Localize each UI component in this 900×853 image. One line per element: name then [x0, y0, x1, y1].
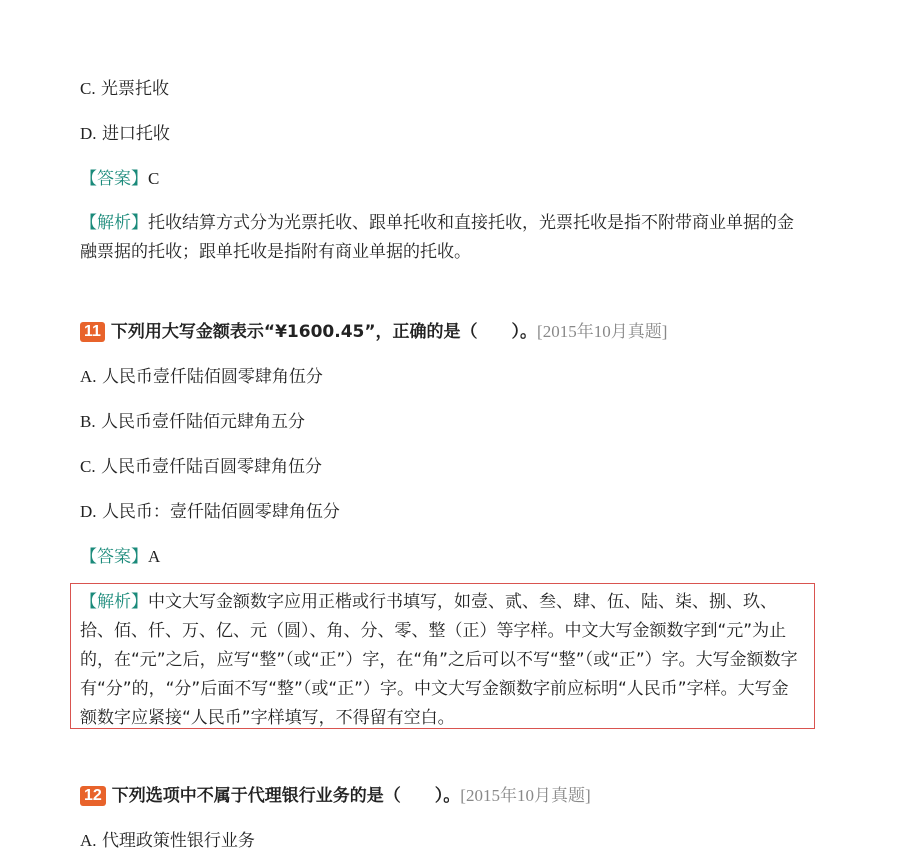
explanation [80, 209, 810, 267]
option-letter: B. [80, 412, 96, 431]
option-letter: C. [80, 79, 96, 98]
q11-option-d [80, 500, 340, 524]
question-source: [2015年10月真题] [537, 322, 668, 341]
explain-text: 中文大写金额数字应用正楷或行书填写，如壹、贰、叁、肆、伍、陆、柒、捌、玖、拾、佰、仟、万、亿、元（圆）、角、分、零、整（正）等字样。中文大写金额数字到“元”为止的，在“元”之后，应写“整”（或“正”）字，在“角”之后可以不写“整”（或“正”）字。大写金额数字有“分”的，“分”后面不写“整”（或“正”）字。中文大写金额数字前应标明“人民币”字样。大写金额数字应紧接“人民币”字样填写，不得留有空白。 [80, 592, 798, 728]
answer-label: 【答案】 [80, 169, 148, 189]
q11-option-b [80, 410, 305, 434]
option-letter: A. [80, 367, 97, 386]
option-text: 人民币壹仟陆佰元肆角五分 [101, 412, 305, 432]
question-11-stem [80, 320, 667, 344]
option-text: 人民币壹仟陆百圆零肆角伍分 [101, 457, 322, 477]
q11-explanation-box [70, 583, 815, 729]
explain-label: 【解析】 [80, 213, 148, 233]
option-text: 光票托收 [101, 79, 169, 99]
option-letter: A. [80, 831, 97, 850]
answer-line [80, 167, 159, 191]
q11-option-a [80, 365, 323, 389]
option-c [80, 77, 169, 101]
option-text: 人民币壹仟陆佰圆零肆角伍分 [101, 367, 323, 387]
question-text: 下列用大写金额表示“¥1600.45”，正确的是（ ）。 [110, 322, 538, 342]
option-letter: D. [80, 124, 97, 143]
answer-value: C [148, 169, 160, 188]
option-text: 进口托收 [101, 124, 170, 144]
option-letter: C. [80, 457, 96, 476]
question-source: [2015年10月真题] [460, 786, 591, 805]
q12-option-a [80, 829, 255, 853]
question-12-stem [80, 784, 591, 808]
q11-answer-line [80, 545, 160, 569]
option-text: 人民币：壹仟陆佰圆零肆角伍分 [101, 502, 340, 522]
question-text: 下列选项中不属于代理银行业务的是（ ）。 [111, 786, 461, 806]
question-number-badge: 11 [80, 322, 105, 342]
answer-label: 【答案】 [80, 547, 148, 567]
option-d [80, 122, 170, 146]
option-letter: D. [80, 502, 97, 521]
question-number-badge: 12 [80, 786, 106, 806]
explain-label: 【解析】 [80, 592, 148, 612]
explain-text: 托收结算方式分为光票托收、跟单托收和直接托收，光票托收是指不附带商业单据的金融票据的托收；跟单托收是指附有商业单据的托收。 [80, 213, 794, 262]
answer-value: A [148, 547, 161, 566]
option-text: 代理政策性银行业务 [101, 831, 255, 851]
q11-option-c [80, 455, 322, 479]
